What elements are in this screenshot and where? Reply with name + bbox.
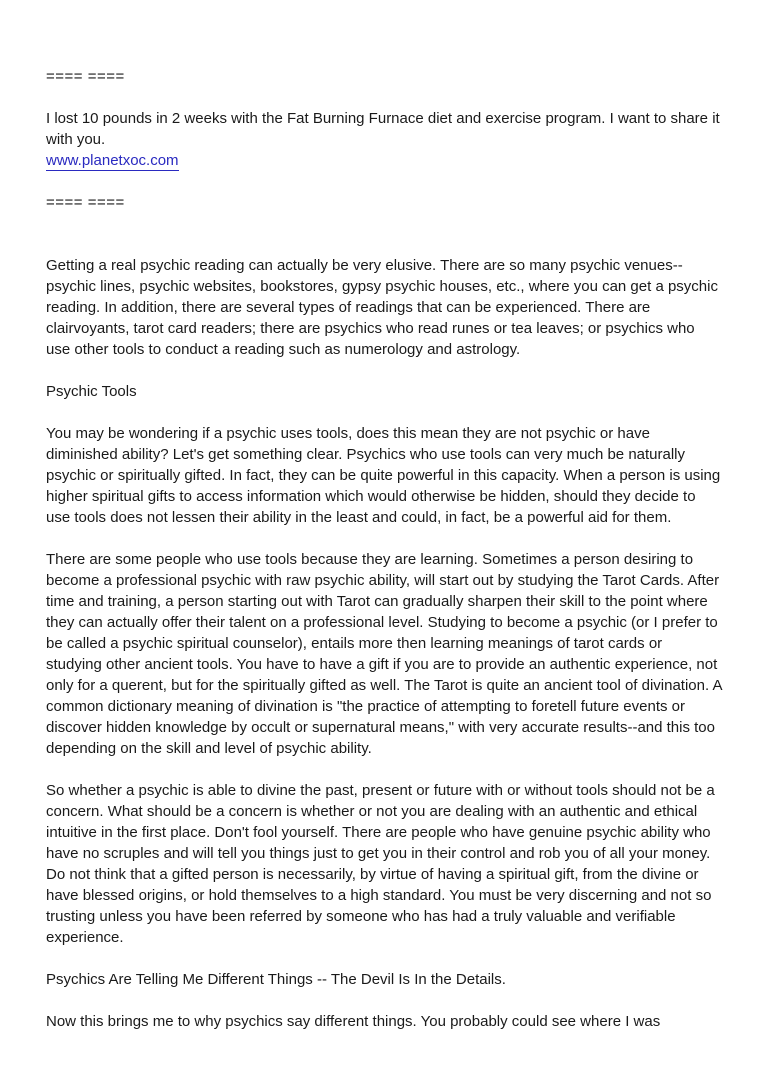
separator-top: ==== ==== — [46, 68, 125, 85]
paragraph-why: Now this brings me to why psychics say different things. You probably could see where I was — [46, 1013, 661, 1030]
paragraph-concern: So whether a psychic is able to divine the past, present or future with or without tools should not be a concern. What should be a concern is whether or not you are dealing with an authentic and ethical intuitive in the first place. Don't fool yourself. There are people who have genuine psychic ability who have no scruples and will tell you things just to get you in their control and rob you of all your money. Do not think that a gifted person is necessarily, by virtue of having a spiritual gift, from the divine or have blessed origins, or hold themselves to a high standard. You must be very discerning and not so trusting unless you have been referred by someone who has had a truly valuable and verifiable experience. — [46, 782, 715, 946]
heading-psychic-tools: Psychic Tools — [46, 383, 137, 400]
paragraph-intro: Getting a real psychic reading can actually be very elusive. There are so many psychic venues--psychic lines, psychic websites, bookstores, gypsy psychic houses, etc., where you can get a psychic reading. In addition, there are several types of readings that can be experienced. There are clairvoyants, tarot card readers; there are psychics who read runes or tea leaves; or psychics who use other tools to conduct a reading such as numerology and astrology. — [46, 257, 718, 358]
paragraph-learning: There are some people who use tools because they are learning. Sometimes a person desiring to become a professional psychic with raw psychic ability, will start out by studying the Tarot Cards. After time and training, a person starting out with Tarot can gradually sharpen their skill to the point where they can actually offer their talent on a professional level. Studying to become a psychic (or I prefer to be called a psychic spiritual counselor), entails more then learning meanings of tarot cards or studying other ancient tools. You have to have a gift if you are to provide an authentic experience, not only for a querent, but for the spiritually gifted as well. The Tarot is quite an ancient tool of divination. A common dictionary meaning of divination is "the practice of attempting to foretell future events or discover hidden knowledge by occult or supernatural means," with very accurate results--and this too depending on the skill and level of psychic ability. — [46, 551, 722, 757]
promo-link[interactable]: www.planetxoc.com — [46, 152, 179, 169]
separator-bottom: ==== ==== — [46, 194, 125, 211]
promo-text — [46, 108, 722, 171]
promo-text-body: I lost 10 pounds in 2 weeks with the Fat Burning Furnace diet and exercise program. I want to share it with you. — [46, 110, 720, 148]
heading-different-things: Psychics Are Telling Me Different Things -- The Devil Is In the Details. — [46, 971, 506, 988]
paragraph-tools: You may be wondering if a psychic uses tools, does this mean they are not psychic or have diminished ability? Let's get something clear. Psychics who use tools can very much be naturally psychic or spiritually gifted. In fact, they can be quite powerful in this capacity. When a person is using higher spiritual gifts to access information which would otherwise be hidden, should they decide to use tools does not lessen their ability in the least and could, in fact, be a powerful aid for them. — [46, 425, 721, 526]
